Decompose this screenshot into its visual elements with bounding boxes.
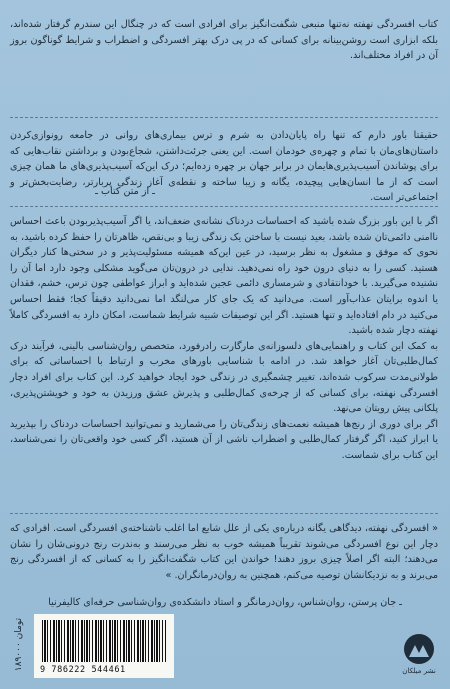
endorsement-attribution: ـ جان پرستن، روان‌شناس، روان‌درمانگر و استاد دانشکده‌ی روان‌شناسی حرفه‌ای کالیفرنیا	[48, 597, 402, 608]
book-quote	[10, 128, 438, 206]
intro-paragraph	[10, 17, 438, 64]
quote-text: حقیقتا باور دارم که تنها راه پایان‌دادن به شرم و ترس بیماری‌های روانی در جامعه رونوازی‌کردن داستان‌های‌مان با تمام و چهره‌ی خودمان است. این یعنی جرئت‌داشتن، شجاع‌بودن و برداشتن نقاب‌هایی که برای پوشاندن آسیب‌پذیری‌هایمان در برابر جهان بر چهره زده‌ایم؛ درک این‌که آسیب‌پذیری‌های ما همان چیزی است که از ما انسان‌هایی پیچیده، یگانه و زیبا ساخته و نقطه‌ی آغاز زندگی پربارتر، رضایت‌بخش‌تر و اجتماعی‌تر است.	[10, 130, 438, 204]
mountain-icon	[404, 634, 434, 664]
description-paragraph-3: اگر برای دوری از رنج‌ها همیشه نعمت‌های زندگی‌تان را می‌شمارید و نمی‌توانید احساسات دردناک را بپذیرید یا ابراز کنید، اگر گرفتار کمال‌طلبی و اضطراب ناشی از آن هستید، اگر کسی خود واقعی‌تان را نمی‌شناسد، این کتاب برای شماست.	[10, 418, 438, 461]
intro-text: کتاب افسردگی نهفته نه‌تنها منبعی شگفت‌انگیز برای افرادی است که در چنگال این سندرم گرفتار شده‌اند، بلکه ابزاری است روشن‌بینانه برای کسانی که در پی درک بهتر افسردگی و اضطراب و شرایط گوناگون بروز آن در افراد مختلف‌اند.	[10, 19, 438, 62]
description-paragraph-2: به کمک این کتاب و راهنمایی‌های دلسوزانه‌ی مارگارت رادرفورد، متخصص روان‌شناسی بالینی، فرآیند درک کمال‌طلبی‌تان آغاز خواهد شد. در ادامه با شناسایی باورهای مخرب و ارتباط با احساساتی که برای طولانی‌مدت سرکوب شده‌اند، تغییر چشمگیری در زندگی خود ایجاد خواهید کرد. این کتاب برای افراد دچار افسردگی نهفته، برای کسانی که از چرخه‌ی کمال‌طلبی و پذیرش عشق ورزیدن به خود و خویشتن‌پذیری، پلکانی پیش رویتان می‌نهد.	[10, 340, 438, 415]
endorsement	[10, 521, 438, 583]
endorsement-text: « افسردگی نهفته، دیدگاهی یگانه درباره‌ی یکی از علل شایع اما اغلب ناشناخته‌ی افسردگی است. افرادی که دچار این نوع افسردگی می‌شوند تقریباً همیشه خوب به نظر می‌رسند و به‌ندرت رنج درونی‌شان را نشان می‌دهند؛ البته اگر اصلاً چیزی بروز دهند! خواندن این کتاب شگفت‌انگیز را به کسانی که از افسردگی رنج می‌برند و به نزدیکانشان توصیه می‌کنم، همچنین به روان‌درمانگران. »	[10, 523, 438, 581]
price-label: ۱۸۹۰۰۰ تومان	[14, 618, 24, 672]
quote-attribution: ـ از متن کتاب ـ	[95, 186, 155, 197]
divider	[10, 206, 438, 207]
description-paragraph-1: اگر با این باور بزرگ شده باشید که احساسات دردناک نشانه‌ی ضعف‌اند، یا اگر آسیب‌پذیربودن باعث احساس ناامنی دائمی‌تان شده باشد، بعید نیست با ساختن یک زندگی زیبا و بی‌نقص، ظاهرتان را حفظ کرده باشید، به نحوی که موفق و مشغول به نظر برسید، در عین این‌که همیشه مسئولیت‌پذیر و در سختی‌ها کنار دیگران هستید. کسی را به دنیای درون خود راه نمی‌دهید. ندایی در درون‌تان می‌گوید مشکلی وجود دارد اما آن را نشنیده می‌گیرید. با خودانتقادی و شرمساری دائمی عجین شده‌اید و ابراز عواطفی چون ترس، خشم، فقدان یا اندوه برایتان عذاب‌آور است. می‌دانید که یک جای کار می‌لنگد اما نمی‌دانید دقیقاً کجا؛ فقط احساس می‌کنید در دام افتاده‌اید و تنها هستید. اگر این توصیفات شبیه شرایط شماست، امکان دارد به افسردگی کاملاً نهفته دچار شده باشید.	[10, 216, 438, 337]
divider	[10, 117, 438, 118]
divider	[10, 513, 438, 514]
publisher-logo	[400, 634, 438, 675]
isbn-number: 9 786222 544461	[40, 665, 126, 675]
barcode-bars	[42, 620, 166, 662]
barcode	[34, 614, 174, 678]
publisher-name: نشر میلکان	[402, 667, 436, 675]
description	[10, 214, 438, 464]
